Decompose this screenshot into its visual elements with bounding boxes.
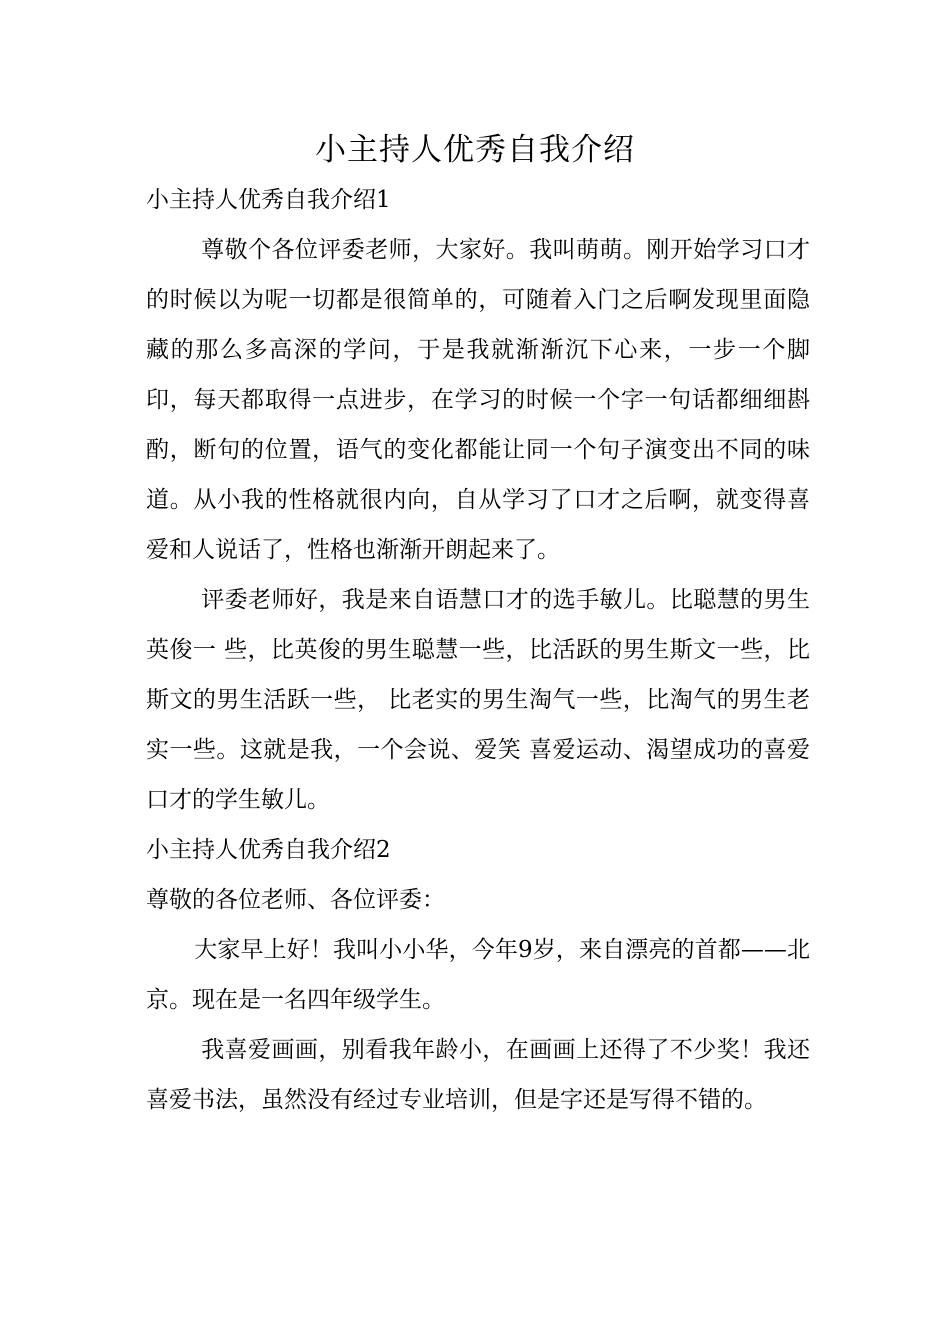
salutation: 尊敬的各位老师、各位评委： — [146, 887, 445, 913]
paragraph-1: 尊敬个各位评委老师，大家好。我叫萌萌。刚开始学习口才的时候以为呢一切都是很简单的，可随着入门之后啊发现里面隐藏的那么多高深的学问，于是我就渐渐沉下心来，一步一个脚印，每天都取得一点进步，在学习的时候一个字一句话都细细斟酌，断句的位置，语气的变化都能让同一个句子演变出不同的味道。从小我的性格就很内向，自从学习了口才之后啊，就变得喜爱和人说话了，性格也渐渐开朗起来了。 — [146, 237, 810, 563]
section-heading-2: 小主持人优秀自我介绍2 — [146, 837, 391, 863]
document-title: 小主持人优秀自我介绍 — [315, 132, 635, 168]
section-heading-1: 小主持人优秀自我介绍1 — [146, 187, 391, 213]
document-body — [146, 175, 810, 1125]
paragraph-2: 评委老师好，我是来自语慧口才的选手敏儿。比聪慧的男生英俊一 些，比英俊的男生聪慧一些，比活跃的男生斯文一些，比斯文的男生活跃一些， 比老实的男生淘气一些，比淘气的男生老实一些。这就是我，一个会说、爱笑 喜爱运动、渴望成功的喜爱口才的学生敏儿。 — [146, 587, 810, 813]
paragraph-3: 大家早上好！我叫小小华，今年9岁，来自漂亮的首都——北京。现在是一名四年级学生。 — [146, 937, 810, 1013]
paragraph-4: 我喜爱画画，别看我年龄小，在画画上还得了不少奖！我还喜爱书法，虽然没有经过专业培训，但是字还是写得不错的。 — [146, 1037, 810, 1113]
